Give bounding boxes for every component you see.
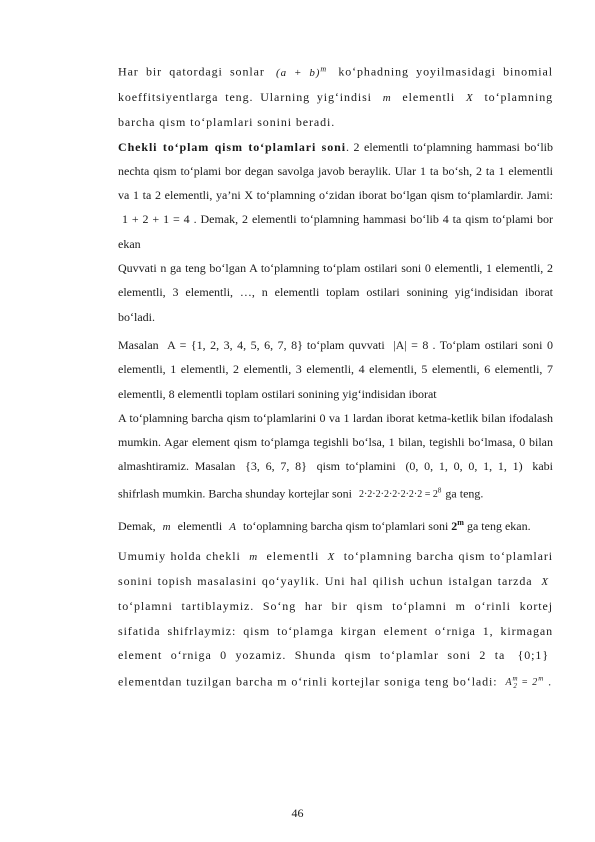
text: elementli [266,548,320,563]
formula-m: m [162,521,171,534]
formula-zero-one-set: {0;1} [517,647,549,662]
formula-set-a: A = {1, 2, 3, 4, 5, 6, 7, 8} [167,337,303,352]
text: A to‘plamning barcha qism to‘plamlarini 0 va 1 lardan iborat ketma-ketlik bilan ifodalash mumkin. Agar element qism to‘plamga tegishli bo‘lsa, 1 bilan, tegishli bo‘lmasa, 0 bilan almashtiramiz. Masalan [118,410,553,474]
text: Umumiy holda chekli [118,548,241,563]
text: . 2 elementli to‘plamning hammasi bo‘lib nechta qism to‘plami bor degan savolga javob beraylik. Ular 1 ta bo‘sh, 2 ta 1 elementli va 1 ta 2 elementli, ya’ni X to‘plamning o‘zidan iborat bo‘lgan qism to‘plamlardir. Jami: [118,139,553,203]
text: ga teng ekan. [466,519,531,534]
formula-cardinality: |A| = 8 [393,337,429,352]
formula-a: A [229,521,236,534]
text: . [548,674,553,689]
text: ga teng. [445,486,484,501]
formula-x: X [327,550,336,563]
formula-product: $2\cdot 2\cdot 2\cdot 2\cdot 2\cdot 2\cdot 2\cdot 2 = 2^8$ [358,486,442,501]
formula-m: m [382,91,392,104]
formula-x: X [541,575,549,588]
text: Demak, [118,519,156,534]
page-content [118,57,553,699]
text: Masalan [118,337,159,352]
text: qism to‘plamini [316,459,396,474]
text: . To‘plam ostilari soni 0 elementli, 1 elementli, 2 elementli, 3 elementli, 4 elementli, 5 elementli, 6 elementli, 7 elementli, 8 elementli toplam ostilari sonining yig‘indisidan iborat [118,337,554,401]
formula-x: X [465,91,474,104]
formula-tuple: (0, 0, 1, 0, 0, 1, 1, 1) [405,459,523,474]
text: to‘oplamning barcha qism to‘plamlari soni [243,519,449,534]
text: to‘plamning barcha qism to‘plamlari sonini topish masalasini qo‘yaylik. Uni hal qilish uchun istalgan tarzda [118,548,554,588]
text: Har bir qatordagi sonlar [118,64,265,79]
text: kabi shifrlash mumkin. Barcha shunday kortejlar soni [118,459,554,501]
section-heading: Chekli to‘plam qism to‘plamlari soni [118,139,346,154]
text: elementli [177,519,223,534]
paragraph-power-n [118,256,553,329]
formula-two-power-m: 2$^m$ [451,518,464,534]
text: to‘plamning barcha qism to‘plamlari sonini beradi. [118,89,553,130]
formula-sum-four: 1 + 2 + 1 = 4 [122,212,190,227]
text: to‘plamni tartiblaymiz. So‘ng har bir qism to‘plamni m o‘rinli kortej sifatida shifrlaymiz: qism to‘plamga kirgan element o‘rniga 1, kirmagan element o‘rniga 0 yozamiz. Shunda qism to‘plamlar soni 2 ta [118,599,553,662]
text: to‘plam quvvati [306,337,385,352]
text: Quvvati n ga teng bo‘lgan A to‘plamning to‘plam ostilari soni 0 elementli, 1 elementli, 2 elementli, 3 elementli, …, n elementli toplam ostilari sonining yig‘indisidan iborat bo‘ladi. [118,261,553,324]
paragraph-binary-encoding [118,406,553,508]
page-number: 46 [291,806,304,820]
paragraph-general-case [118,544,553,699]
paragraph-conclusion [118,511,553,539]
text: . Demak, 2 elementli to‘plamning hammasi bo‘lib 4 ta qism to‘plami bor ekan [118,212,553,251]
paragraph-finite-set-subsets [118,135,553,256]
formula-subset: {3, 6, 7, 8} [245,459,307,474]
text: elementli [402,89,456,104]
text: ko‘phadning yoyilmasidagi binomial koeffitsiyentlarga teng. Ularning yig‘indisi [118,64,554,104]
formula-m: m [249,550,259,563]
paragraph-example-set-a [118,333,553,406]
formula-arrangements: $A^m_2 = 2^m$ [505,675,545,691]
paragraph-binomial-coefficients [118,57,553,135]
text: elementdan tuzilgan barcha m o‘rinli kortejlar soniga teng bo‘ladi: [118,674,498,689]
formula-a-plus-b: $(a + b)^m$ [276,64,328,79]
